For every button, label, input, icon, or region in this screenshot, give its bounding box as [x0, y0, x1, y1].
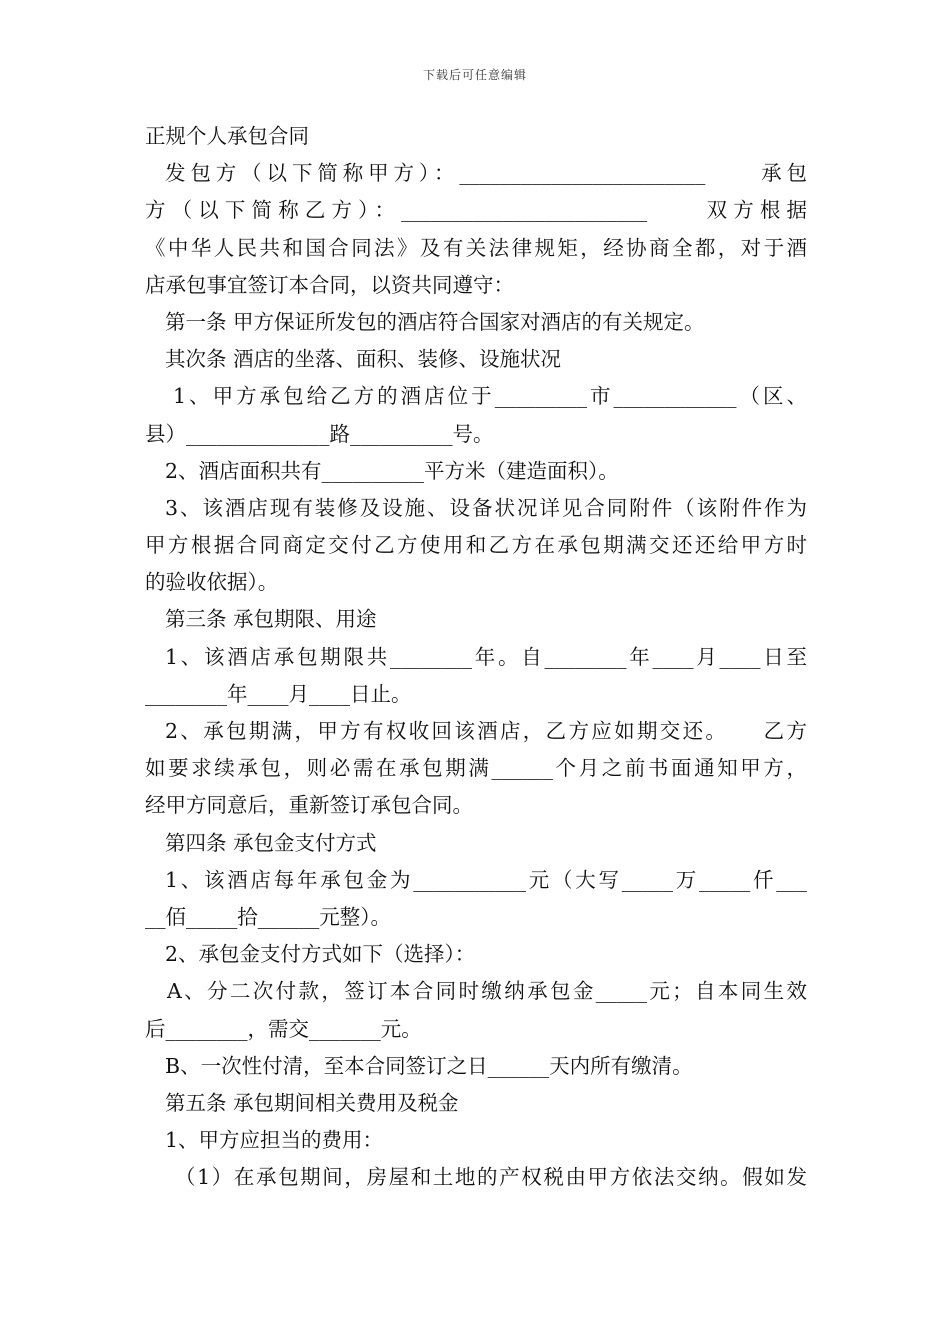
article-4-option-a: 后________，需交_______元。 — [145, 1016, 422, 1041]
article-3-item-2: 2、承包期满，甲方有权收回该酒店，乙方应如期交还。 乙方 — [165, 719, 807, 743]
contract-body — [145, 118, 807, 1196]
article-3-item-1: ________年____月____日止。 — [145, 681, 412, 706]
article-4-heading: 第四条 承包金支付方式 — [165, 830, 377, 855]
article-5-item-1: 1、甲方应担当的费用： — [165, 1128, 384, 1153]
article-2-item-3: 甲方根据合同商定交付乙方使用和乙方在承包期满交还还给甲方时 — [145, 533, 807, 558]
page-header: 下载后可任意编辑 — [422, 68, 527, 82]
article-4-option-b: B、一次性付清，至本合同签订之日______天内所有缴清。 — [165, 1053, 693, 1078]
preamble-line: 店承包事宜签订本合同，以资共同遵守： — [145, 272, 514, 297]
article-4-item-1: 1、该酒店每年承包金为___________元（大写_____万_____仟___ — [165, 867, 807, 892]
article-4-option-a: A、分二次付款，签订本合同时缴纳承包金_____元；自本同生效 — [167, 979, 807, 1004]
article-3-item-1: 1、该酒店承包期限共________年。自________年____月____日至 — [165, 644, 807, 669]
preamble-line: 《中华人民共和国合同法》及有关法律规矩，经协商全都，对于酒 — [145, 235, 807, 260]
article-2-item-2: 2、酒店面积共有__________平方米（建造面积）。 — [165, 458, 619, 483]
contract-title: 正规个人承包合同 — [145, 124, 309, 148]
party-a-line: 发包方（以下简称甲方）：________________________ 承包 — [165, 161, 807, 186]
article-1: 第一条 甲方保证所发包的酒店符合国家对酒店的有关规定。 — [165, 309, 705, 334]
article-4-item-1: __佰_____拾______元整）。 — [145, 904, 391, 929]
article-3-heading: 第三条 承包期限、用途 — [165, 607, 377, 632]
article-5-heading: 第五条 承包期间相关费用及税金 — [165, 1090, 459, 1115]
article-5-clause-1: （1）在承包期间，房屋和土地的产权税由甲方依法交纳。假如发 — [175, 1165, 807, 1190]
article-2-heading: 其次条 酒店的坐落、面积、装修、设施状况 — [165, 347, 562, 372]
article-2-item-3: 的验收依据）。 — [145, 570, 279, 595]
party-b-line: 方（以下简称乙方）：________________________ 双方根据 — [145, 198, 807, 223]
article-4-item-2: 2、承包金支付方式如下（选择）： — [165, 942, 476, 967]
article-3-item-2: 经甲方同意后，重新签订承包合同。 — [145, 793, 473, 818]
article-3-item-2: 如要求续承包，则必需在承包期满______个月之前书面通知甲方， — [145, 756, 807, 781]
article-2-item-1: 县）______________路__________号。 — [145, 421, 494, 446]
article-2-item-1: 1、甲方承包给乙方的酒店位于_________市____________（区、 — [173, 384, 807, 409]
article-2-item-3: 3、该酒店现有装修及设施、设备状况详见合同附件（该附件作为 — [165, 495, 807, 520]
